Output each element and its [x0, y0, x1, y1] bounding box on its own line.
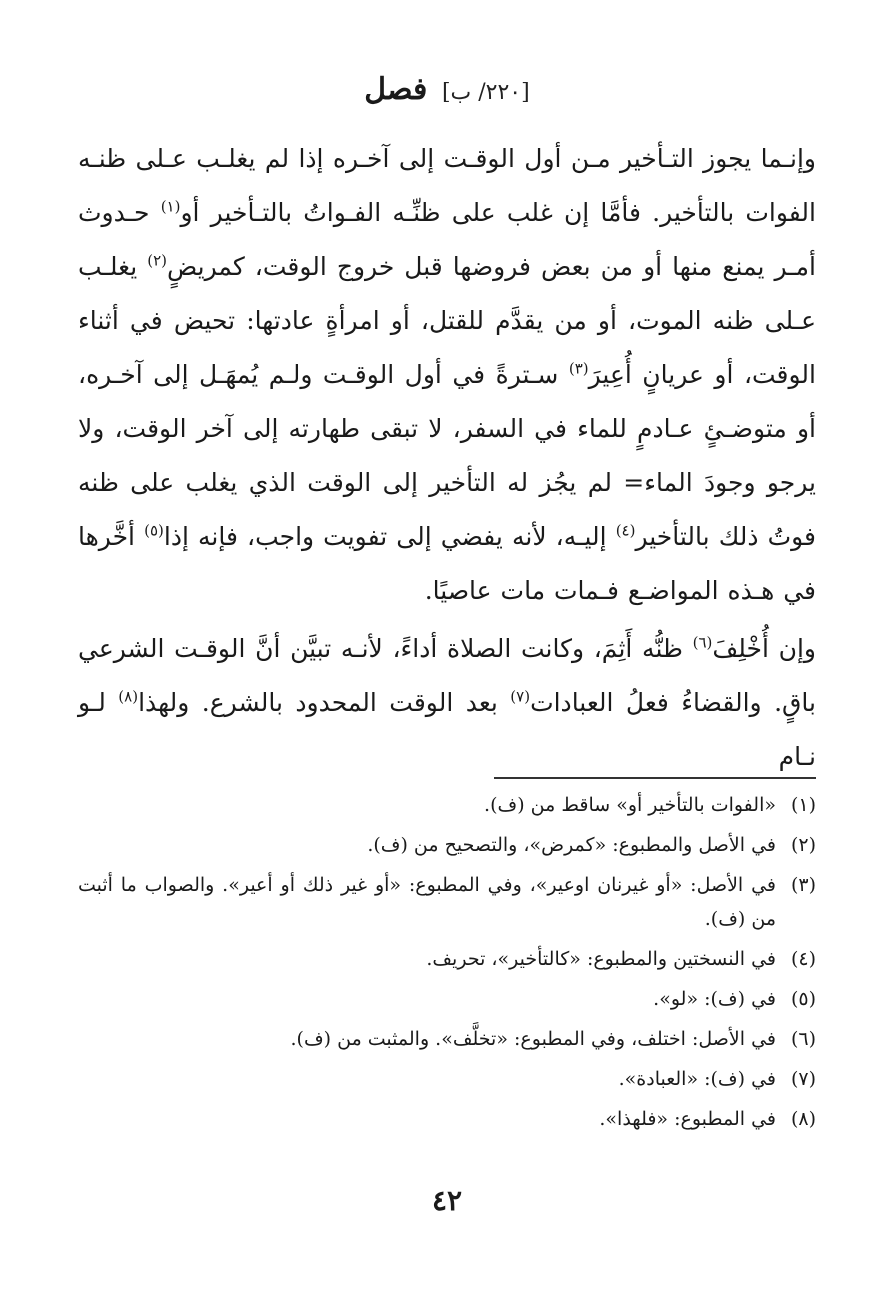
page-header	[78, 70, 816, 113]
text-segment: سـترةً في أول الوقـت ولـم يُمهَـل إلى آخـره، أو متوضـئٍ عـادمٍ للماء في السفر، لا تبقى طهارته إلى آخر الوقت، ولا يرجو وجودَ الماء= لم يجُز له التأخير إلى الوقت الذي يغلب على ظنه فوتُ ذلك بالتأخير	[78, 360, 817, 551]
main-paragraph-2	[78, 622, 816, 784]
footnote-text: في المطبوع: «فلهذا».	[599, 1108, 776, 1130]
footnote-number: (٥)	[790, 988, 816, 1010]
footnote-item	[78, 788, 816, 822]
footnote-number: (٦)	[790, 1028, 816, 1050]
text-segment: ظنُّه أَثِمَ، وكانت الصلاة أداءً، لأنـه تبيَّن أنَّ الوقـت الشرعي باقٍ. والقضاءُ فعلُ العبادات	[78, 634, 816, 717]
footnote-item	[78, 1102, 816, 1136]
footnote-item	[78, 1062, 816, 1096]
footnote-ref-5: (٥)	[144, 521, 164, 540]
footnote-separator	[494, 777, 816, 779]
footnote-text: في (ف): «لو».	[653, 988, 776, 1010]
footnote-ref-3: (٣)	[568, 359, 589, 378]
footnote-number: (٤)	[790, 948, 816, 970]
book-page	[78, 0, 816, 1290]
footnote-number: (٨)	[790, 1108, 816, 1130]
footnote-text: في الأصل: اختلف، وفي المطبوع: «تخلَّف». والمثبت من (ف).	[290, 1028, 776, 1050]
footnote-text: في الأصل: «أو غيرنان اوعير»، وفي المطبوع: «أو غير ذلك أو أعير». والصواب ما أثبت من (ف).	[78, 874, 776, 930]
footnote-ref-1: (١)	[160, 197, 181, 216]
footnote-ref-4: (٤)	[615, 521, 636, 540]
footnote-ref-7: (٧)	[510, 687, 531, 706]
footnote-number: (٢)	[790, 834, 816, 856]
text-segment: حـدوث أمـر يمنع منها أو من بعض فروضها قبل خروج الوقت، كمريضٍ	[78, 198, 816, 281]
page-number: ٤٢	[431, 1184, 463, 1217]
main-paragraph-1	[78, 132, 816, 618]
text-segment: لـو نـام	[78, 688, 816, 771]
footnotes-list	[78, 788, 816, 1142]
footnote-item	[78, 942, 816, 976]
text-segment: بعد الوقت المحدود بالشرع. ولهذا	[138, 688, 498, 717]
footnote-item	[78, 1022, 816, 1056]
footnote-text: في النسختين والمطبوع: «كالتأخير»، تحريف.	[426, 948, 776, 970]
footnote-text: في الأصل والمطبوع: «كمرض»، والتصحيح من (ف).	[367, 834, 776, 856]
text-segment: يغلـب عـلى ظنه الموت، أو من يقدَّم للقتل، أو امرأةٍ عادتها: تحيض في أثناء الوقت، أو عريانٍ أُعِيرَ	[78, 252, 816, 389]
footnote-text: في (ف): «العبادة».	[618, 1068, 776, 1090]
footnote-number: (١)	[790, 794, 816, 816]
text-segment: وإنـما يجوز التـأخير مـن أول الوقـت إلى آخـره إذا لم يغلـب عـلى ظنـه الفوات بالتأخير. فأمَّا إن غلب على ظنِّـه الفـواتُ بالتـأخير أو	[78, 144, 816, 227]
footnote-item	[78, 828, 816, 862]
footnote-number: (٣)	[790, 874, 816, 896]
text-segment: وإن أُخْلِفَ	[712, 634, 816, 663]
footnote-ref-8: (٨)	[118, 687, 139, 706]
section-title: فصل	[364, 72, 428, 107]
footnote-item	[78, 868, 816, 936]
text-segment: أخَّرها في هـذه المواضـع فـمات مات عاصيًا.	[78, 522, 816, 605]
footnote-ref-6: (٦)	[692, 633, 713, 652]
footnote-ref-2: (٢)	[147, 251, 167, 270]
footnote-number: (٧)	[790, 1068, 816, 1090]
folio-marker: [٢٢٠/ ب]	[441, 80, 530, 105]
text-segment: إليـه، لأنه يفضي إلى تفويت واجب، فإنه إذا	[163, 522, 607, 551]
footnote-item	[78, 982, 816, 1016]
footnote-text: «الفوات بالتأخير أو» ساقط من (ف).	[484, 794, 776, 816]
